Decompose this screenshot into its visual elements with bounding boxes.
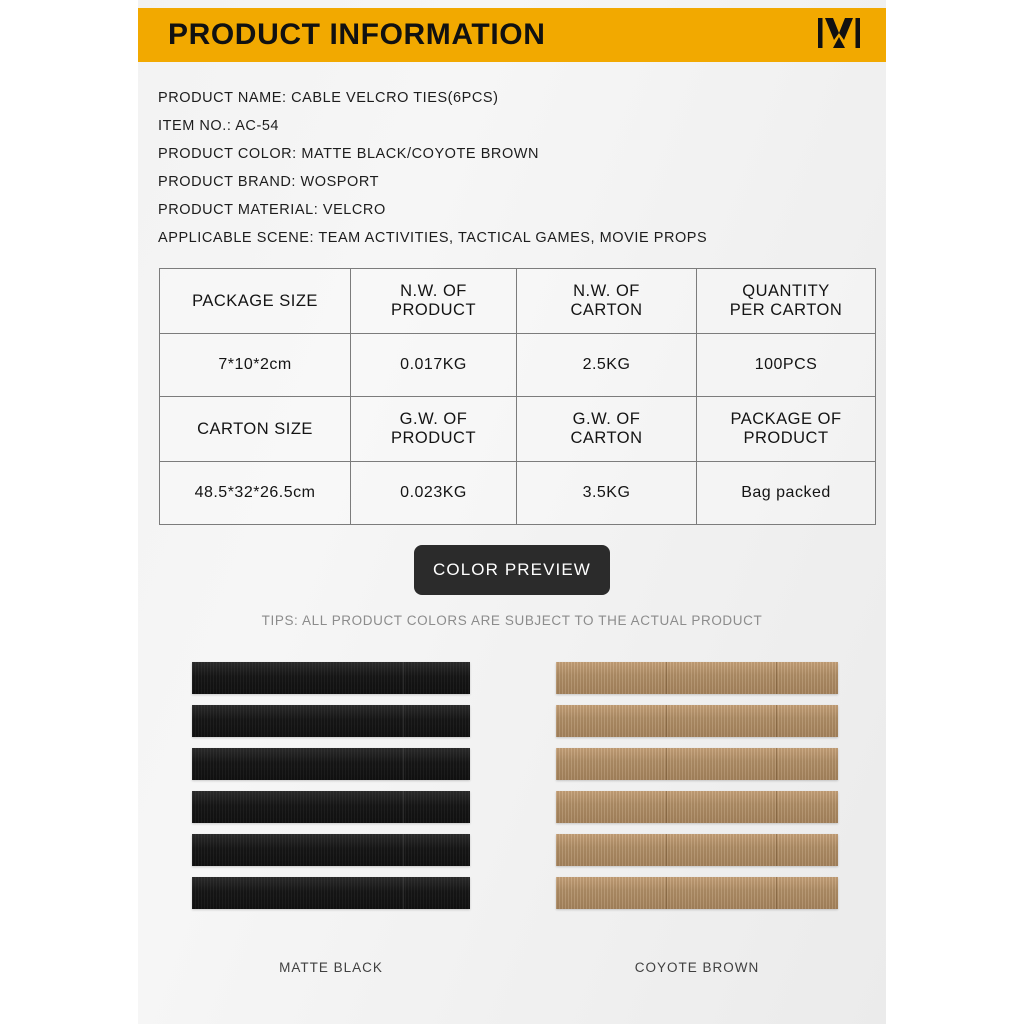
cell-line: PACKAGE SIZE [192, 291, 318, 310]
table-header-gw-carton [517, 397, 697, 462]
table-cell-nw-product-value: 0.017KG [351, 334, 517, 397]
table-row [160, 462, 876, 525]
table-cell-package-of-product-value: Bag packed [697, 462, 876, 525]
velcro-strap [556, 705, 838, 737]
cell-line: N.W. OF [400, 282, 467, 300]
velcro-strap [192, 662, 470, 694]
table-row [160, 269, 876, 334]
cell-line: CARTON [570, 301, 643, 319]
spec-line-product-name: PRODUCT NAME: CABLE VELCRO TIES(6PCS) [158, 90, 499, 106]
table-header-quantity-per-carton [697, 269, 876, 334]
table-cell-nw-carton-value: 2.5KG [517, 334, 697, 397]
spec-line-product-color: PRODUCT COLOR: MATTE BLACK/COYOTE BROWN [158, 146, 540, 162]
cell-line: PRODUCT [743, 429, 829, 447]
header-bar [138, 8, 886, 62]
spec-line-product-material: PRODUCT MATERIAL: VELCRO [158, 202, 386, 218]
cell-line: N.W. OF [573, 282, 640, 300]
cell-line: CARTON SIZE [197, 419, 313, 438]
velcro-strap [192, 834, 470, 866]
velcro-strap [556, 877, 838, 909]
velcro-strap [556, 791, 838, 823]
wosport-w-logo-icon [818, 18, 860, 53]
cell-line: G.W. OF [399, 410, 468, 428]
spec-line-applicable-scene: APPLICABLE SCENE: TEAM ACTIVITIES, TACTICAL GAMES, MOVIE PROPS [158, 230, 708, 246]
velcro-strap [192, 877, 470, 909]
velcro-strap [556, 834, 838, 866]
table-header-nw-carton [517, 269, 697, 334]
spec-list [158, 84, 878, 252]
table-cell-gw-carton-value: 3.5KG [517, 462, 697, 525]
cell-line: PRODUCT [390, 301, 477, 319]
swatch-label-coyote-brown: COYOTE BROWN [634, 960, 760, 975]
table-header-package-of-product [697, 397, 876, 462]
color-tips-text: TIPS: ALL PRODUCT COLORS ARE SUBJECT TO THE ACTUAL PRODUCT [261, 613, 763, 628]
table-header-gw-product [351, 397, 517, 462]
table-cell-package-size-value: 7*10*2cm [160, 334, 351, 397]
table-header-package-size [160, 269, 351, 334]
velcro-strap [192, 791, 470, 823]
velcro-strap [556, 748, 838, 780]
spec-line-product-brand: PRODUCT BRAND: WOSPORT [158, 174, 380, 190]
table-header-nw-product [351, 269, 517, 334]
color-preview-badge [414, 545, 610, 595]
velcro-strap [556, 662, 838, 694]
page-title: PRODUCT INFORMATION [168, 18, 546, 51]
table-cell-carton-size-value: 48.5*32*26.5cm [160, 462, 351, 525]
spec-line-item-no: ITEM NO.: AC-54 [158, 118, 280, 134]
table-cell-gw-product-value: 0.023KG [351, 462, 517, 525]
cell-line: PER CARTON [729, 301, 843, 319]
table-header-carton-size [160, 397, 351, 462]
table-row [160, 334, 876, 397]
cell-line: CARTON [570, 429, 643, 447]
specification-table [159, 268, 876, 525]
swatch-group-coyote-brown [556, 662, 838, 920]
table-row [160, 397, 876, 462]
cell-line: G.W. OF [572, 410, 641, 428]
cell-line: PRODUCT [390, 429, 477, 447]
color-preview-label: COLOR PREVIEW [433, 560, 591, 579]
swatch-label-matte-black: MATTE BLACK [279, 960, 383, 975]
cell-line: PACKAGE OF [730, 410, 842, 428]
table-cell-quantity-per-carton-value: 100PCS [697, 334, 876, 397]
velcro-strap [192, 705, 470, 737]
velcro-strap [192, 748, 470, 780]
swatch-group-matte-black [192, 662, 470, 920]
cell-line: QUANTITY [742, 282, 830, 300]
